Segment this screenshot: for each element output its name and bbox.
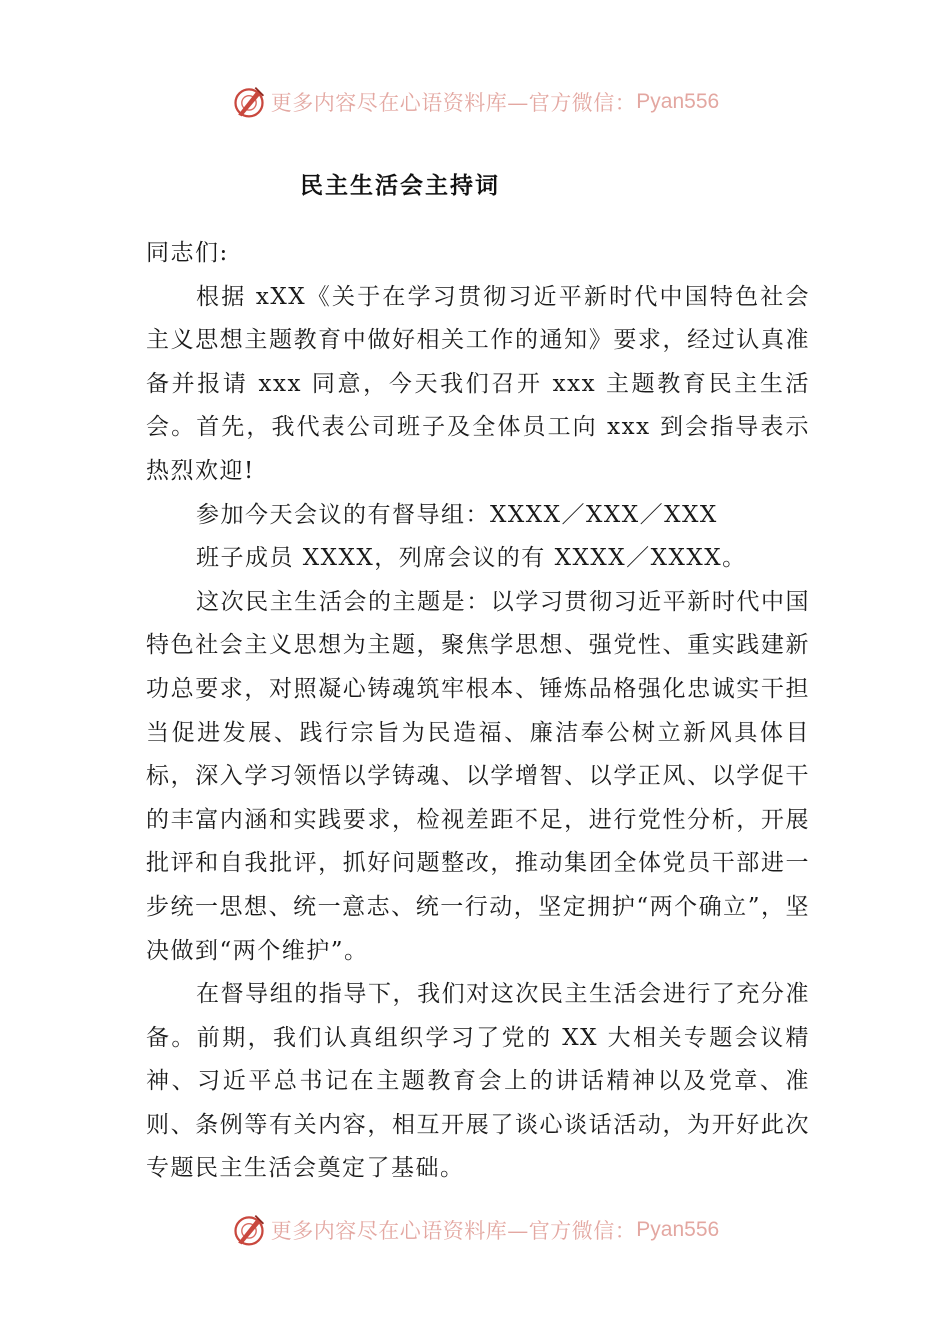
wechat-id: Pyan556	[636, 90, 720, 113]
paragraph: 在督导组的指导下，我们对这次民主生活会进行了充分准备。前期，我们认真组织学习了党的 XX 大相关专题会议精神、习近平总书记在主题教育会上的讲话精神以及党章、准则、条例等有关内容，相互开展了谈心谈话活动，为开好此次专题民主生活会奠定了基础。	[146, 981, 810, 1182]
document-title: 民主生活会主持词	[300, 173, 500, 199]
paragraph: 这次民主生活会的主题是：以学习贯彻习近平新时代中国特色社会主义思想为主题，聚焦学思想、强党性、重实践建新功总要求，对照凝心铸魂筑牢根本、锤炼品格强化忠诚实干担当促进发展、践行宗旨为民造福、廉洁奉公树立新风具体目标，深入学习领悟以学铸魂、以学增智、以学正风、以学促干的丰富内涵和实践要求，检视差距不足，进行党性分析，开展批评和自我批评，抓好问题整改，推动集团全体党员干部进一步统一思想、统一意志、统一行动，坚定拥护“两个确立”，坚决做到“两个维护”。	[146, 588, 810, 964]
paragraph: 参加今天会议的有督导组：XXXX／XXX／XXX	[196, 501, 718, 528]
paragraph: 班子成员 XXXX，列席会议的有 XXXX／XXXX。	[196, 545, 747, 572]
document-body	[146, 232, 810, 1191]
banner-text: 更多内容尽在心语资料库—官方微信：	[270, 91, 637, 115]
banner-text: 更多内容尽在心语资料库—官方微信：	[270, 1219, 637, 1243]
pen-nib-logo-icon	[231, 84, 267, 120]
salutation: 同志们:	[146, 240, 229, 266]
wechat-id: Pyan556	[636, 1218, 720, 1241]
paragraph: 根据 xXX《关于在学习贯彻习近平新时代中国特色社会主义思想主题教育中做好相关工作的通知》要求，经过认真准备并报请 xxx 同意，今天我们召开 xxx 主题教育民主生活会。首先，我代表公司班子及全体员工向 xxx 到会指导表示热烈欢迎!	[146, 283, 810, 484]
header-banner	[0, 82, 950, 122]
footer-banner	[0, 1210, 950, 1250]
pen-nib-logo-icon	[231, 1212, 267, 1248]
